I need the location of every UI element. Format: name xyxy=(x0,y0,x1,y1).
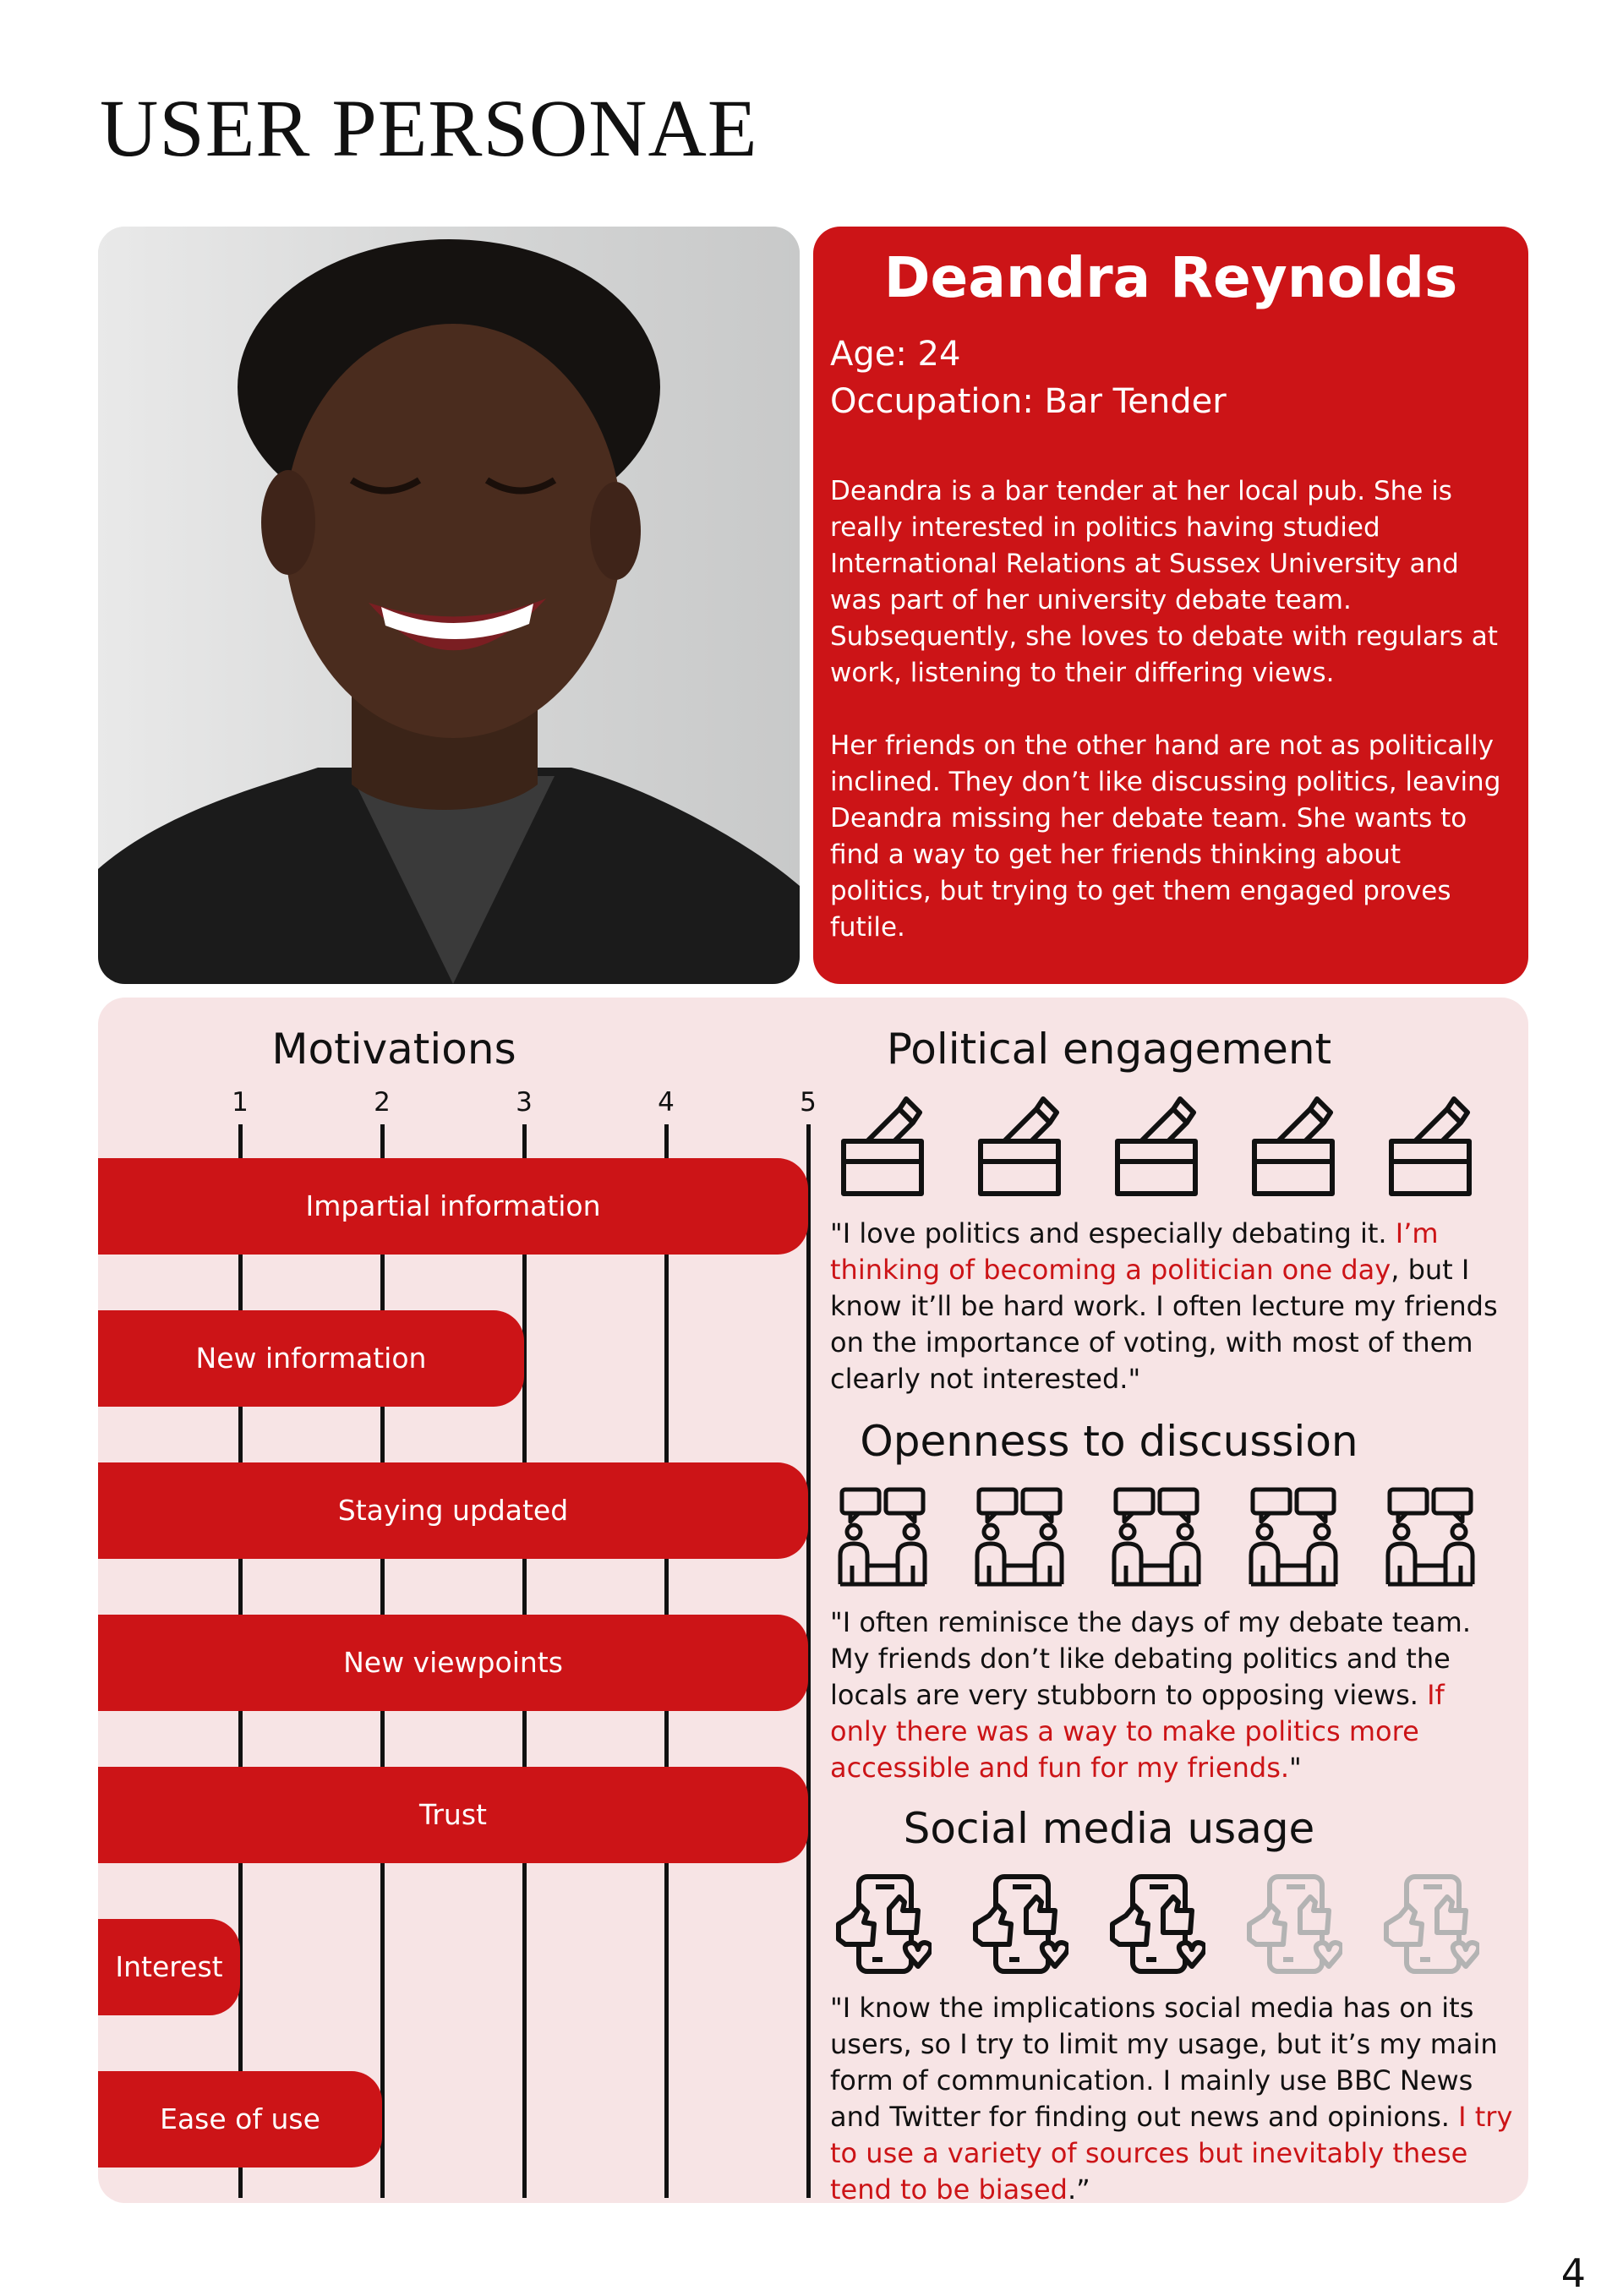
motivation-bar: Staying updated xyxy=(98,1462,808,1559)
portrait-illustration xyxy=(98,227,800,984)
bio-paragraph-1: Deandra is a bar tender at her local pub. She is really interested in politics having studied International Relations at Sussex University and was part of her university debate team. Subsequently, she loves to debate with regulars at work, listening to their differing views. xyxy=(830,476,1498,688)
quote-text: .” xyxy=(1067,2173,1090,2206)
persona-occupation: Occupation: Bar Tender xyxy=(830,382,1227,421)
bio-paragraph-2: Her friends on the other hand are not as politically inclined. They don’t like discussing politics, leaving Deandra missing her debate team. She wants to find a way to get her friends thinking about politics, but trying to get them engaged proves futile. xyxy=(830,730,1501,943)
scale-tick-label: 5 xyxy=(800,1087,817,1118)
openness-rating xyxy=(833,1484,1527,1594)
scale-tick-label: 3 xyxy=(516,1087,533,1118)
quote-text: "I love politics and especially debating it. xyxy=(830,1217,1396,1249)
page-title: USER PERSONAE xyxy=(100,83,758,173)
discussion-icon xyxy=(833,1484,932,1591)
ballot-box-icon xyxy=(1381,1092,1479,1199)
motivations-title: Motivations xyxy=(271,1025,516,1074)
quote-highlight: I’m thinking of becoming a politician one day xyxy=(830,1217,1439,1286)
ballot-box-icon xyxy=(1244,1092,1342,1199)
political-engagement-quote xyxy=(830,1216,1498,1397)
social-phone-icon xyxy=(833,1872,932,1978)
discussion-icon xyxy=(1381,1484,1479,1591)
motivation-bar: Trust xyxy=(98,1767,808,1863)
political-engagement-title: Political engagement xyxy=(886,1025,1332,1074)
political-engagement-rating xyxy=(833,1092,1527,1202)
quote-highlight: I try to use a variety of sources but inevitably these tend to be biased xyxy=(830,2101,1513,2206)
motivation-bar: Ease of use xyxy=(98,2071,382,2168)
motivation-bar: Impartial information xyxy=(98,1158,808,1255)
persona-profile-card xyxy=(813,227,1528,984)
persona-age: Age: 24 xyxy=(830,335,961,374)
scale-tick-label: 2 xyxy=(374,1087,391,1118)
quote-highlight: If only there was a way to make politics more accessible and fun for my friends. xyxy=(830,1679,1445,1784)
social-phone-icon xyxy=(1107,1872,1205,1978)
scale-tick-label: 4 xyxy=(658,1087,675,1118)
page-number: 4 xyxy=(1560,2250,1586,2296)
ballot-box-icon xyxy=(833,1092,932,1199)
motivations-chart xyxy=(98,1074,825,2198)
motivation-bar: Interest xyxy=(98,1919,240,2015)
social-phone-icon xyxy=(1244,1872,1342,1978)
motivation-bar: New information xyxy=(98,1310,524,1407)
ballot-box-icon xyxy=(970,1092,1068,1199)
openness-quote xyxy=(830,1604,1498,1786)
social-media-rating xyxy=(833,1872,1527,1982)
quote-text: " xyxy=(1289,1752,1302,1784)
quote-text: "I often reminisce the days of my debate team. My friends don’t like debating politics and the locals are very stubborn to opposing views. xyxy=(830,1606,1471,1711)
persona-bio xyxy=(830,473,1506,982)
discussion-icon xyxy=(1244,1484,1342,1591)
motivation-bar: New viewpoints xyxy=(98,1615,808,1711)
discussion-icon xyxy=(1107,1484,1205,1591)
social-media-quote xyxy=(830,1990,1515,2208)
social-media-title: Social media usage xyxy=(903,1804,1315,1853)
quote-text: "I know the implications social media has on its users, so I try to limit my usage, but it’s my main form of communication. I mainly use BBC News and Twitter for finding out news and opinions. xyxy=(830,1992,1498,2133)
social-phone-icon xyxy=(970,1872,1068,1978)
openness-title: Openness to discussion xyxy=(860,1417,1358,1466)
persona-name: Deandra Reynolds xyxy=(883,245,1458,310)
social-phone-icon xyxy=(1381,1872,1479,1978)
ballot-box-icon xyxy=(1107,1092,1205,1199)
discussion-icon xyxy=(970,1484,1068,1591)
scale-tick-label: 1 xyxy=(232,1087,249,1118)
quote-text: , but I know it’ll be hard work. I often lecture my friends on the importance of voting, with most of them clearly not interested." xyxy=(830,1254,1498,1395)
persona-details-panel xyxy=(98,998,1528,2206)
persona-photo xyxy=(98,227,800,984)
